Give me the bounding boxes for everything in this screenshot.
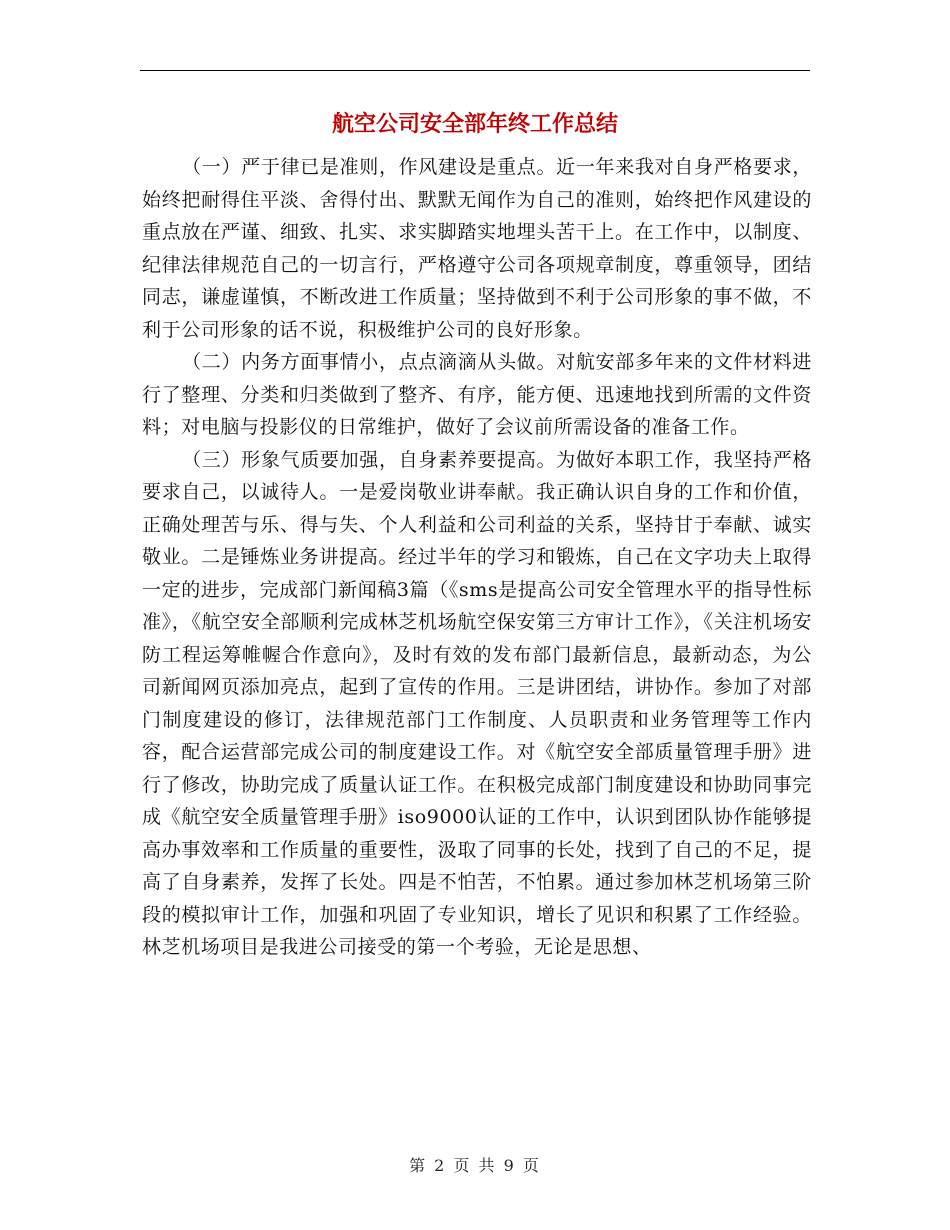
document-title: 航空公司安全部年终工作总结 (331, 112, 618, 137)
header-rule (140, 70, 810, 71)
paragraph-3-text: （三）形象气质要加强，自身素养要提高。为做好本职工作，我坚持严格要求自己，以诚待人。一是爱岗敬业讲奉献。我正确认识自身的工作和价值，正确处理苦与乐、得与失、个人利益和公司利益的关系，坚持甘于奉献、诚实敬业。二是锤炼业务讲提高。经过半年的学习和锻炼，自己在文字功夫上取得一定的进步，完成部门新闻稿3篇（《sms是提高公司安全管理水平的指导性标准》，《航空安全部顺利完成林芝机场航空保安第三方审计工作》，《关注机场安防工程运筹帷幄合作意向》，及时有效的发布部门最新信息，最新动态，为公司新闻网页添加亮点，起到了宣传的作用。三是讲团结，讲协作。参加了对部门制度建设的修订，法律规范部门工作制度、人员职责和业务管理等工作内容，配合运营部完成公司的制度建设工作。对《航空安全部质量管理手册》进行了修改，协助完成了质量认证工作。在积极完成部门制度建设和协助同事完成《航空安全质量管理手册》iso9000认证的工作中，认识到团队协作能够提高办事效率和工作质量的重要性，汲取了同事的长处，找到了自己的不足，提高了自身素养，发挥了长处。四是不怕苦，不怕累。通过参加林芝机场第三阶段的模拟审计工作，加强和巩固了专业知识，增长了见识和积累了工作经验。林芝机场项目是我进公司接受的第一个考验，无论是思想、 (142, 448, 812, 958)
paragraph-2 (142, 346, 812, 444)
paragraph-1 (142, 151, 812, 346)
document-body (142, 151, 812, 964)
page-number-footer: 第 2 页 共 9 页 (409, 1156, 541, 1175)
paragraph-1-text: （一）严于律已是准则，作风建设是重点。近一年来我对自身严格要求，始终把耐得住平淡、舍得付出、默默无闻作为自己的准则，始终把作风建设的重点放在严谨、细致、扎实、求实脚踏实地埋头苦干上。在工作中，以制度、纪律法律规范自己的一切言行，严格遵守公司各项规章制度，尊重领导，团结同志，谦虚谨慎，不断改进工作质量；坚持做到不利于公司形象的事不做，不利于公司形象的话不说，积极维护公司的良好形象。 (142, 156, 812, 341)
paragraph-3 (142, 444, 812, 964)
paragraph-2-text: （二）内务方面事情小，点点滴滴从头做。对航安部多年来的文件材料进行了整理、分类和归类做到了整齐、有序，能方便、迅速地找到所需的文件资料；对电脑与投影仪的日常维护，做好了会议前所需设备的准备工作。 (142, 351, 812, 438)
